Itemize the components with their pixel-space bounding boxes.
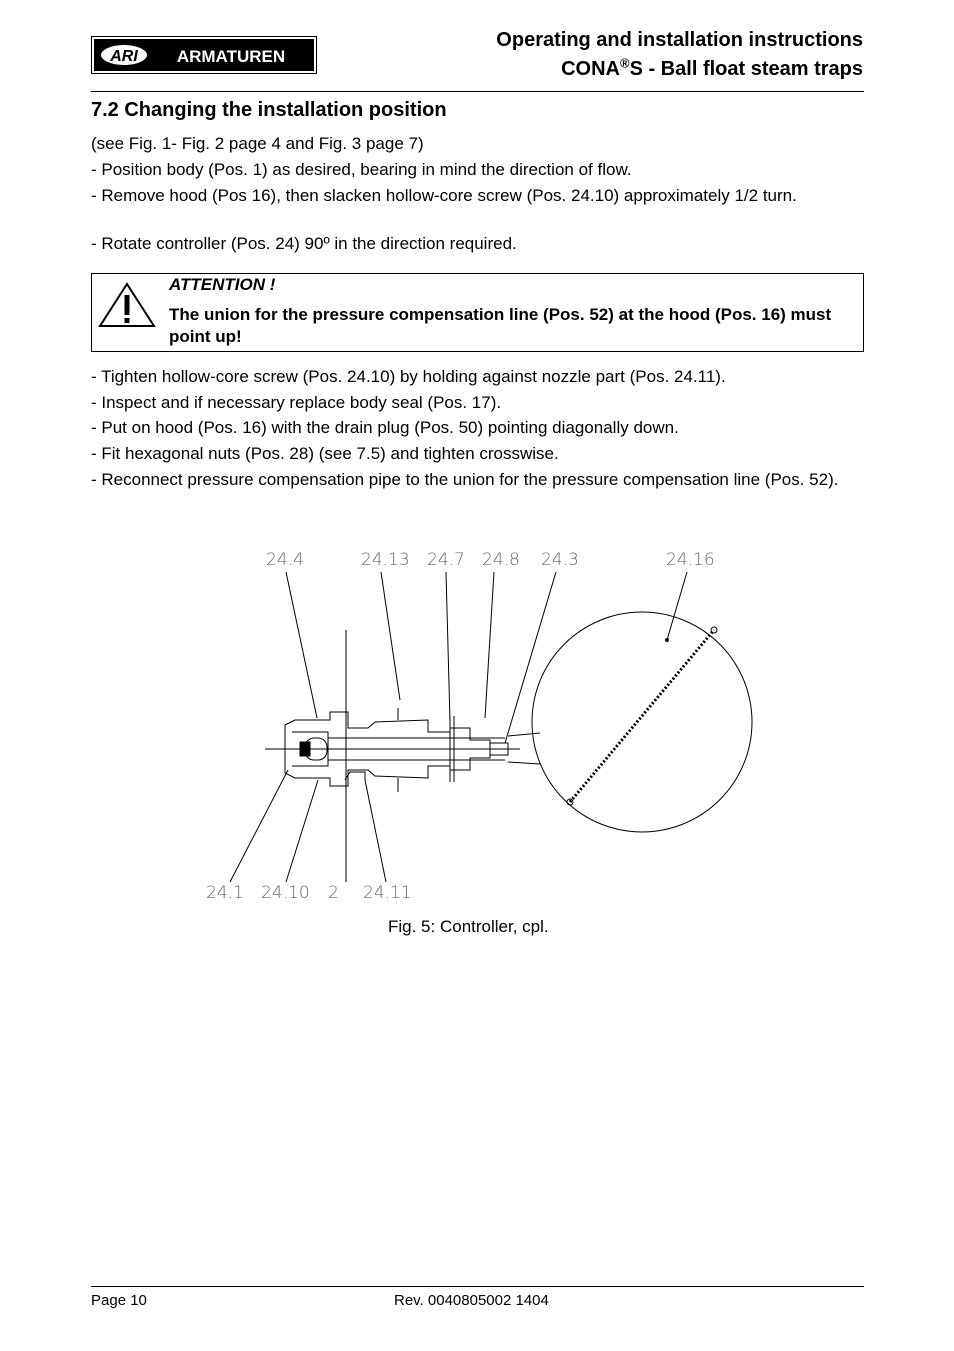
intro-text: (see Fig. 1- Fig. 2 page 4 and Fig. 3 page 7) <box>91 134 424 153</box>
footer-divider <box>91 1286 864 1287</box>
label-24-7: 24.7 <box>427 550 465 570</box>
label-24-1: 24.1 <box>206 883 244 903</box>
step-item: - Put on hood (Pos. 16) with the drain plug (Pos. 50) pointing diagonally down. <box>91 418 679 437</box>
step-item: - Rotate controller (Pos. 24) 90º in the direction required. <box>91 234 517 253</box>
controller-drawing <box>200 540 780 910</box>
label-24-8: 24.8 <box>482 550 520 570</box>
label-24-16: 24.16 <box>666 550 715 570</box>
step-item: - Remove hood (Pos 16), then slacken hollow-core screw (Pos. 24.10) approximately 1/2 turn. <box>91 186 797 205</box>
header-divider <box>91 91 864 92</box>
label-24-4: 24.4 <box>266 550 304 570</box>
ari-armaturen-logo <box>91 36 317 74</box>
label-2: 2 <box>328 883 339 903</box>
step-item: - Tighten hollow-core screw (Pos. 24.10) by holding against nozzle part (Pos. 24.11). <box>91 367 726 386</box>
svg-text:ARI: ARI <box>110 48 138 65</box>
label-24-13: 24.13 <box>361 550 410 570</box>
warning-triangle-icon <box>97 281 157 334</box>
step-item: - Inspect and if necessary replace body seal (Pos. 17). <box>91 393 502 412</box>
revision-number: Rev. 0040805002 1404 <box>394 1292 549 1309</box>
step-item: - Reconnect pressure compensation pipe to the union for the pressure compensation line (Pos. 52). <box>91 470 839 489</box>
title-line-1: Operating and installation instructions <box>496 29 863 51</box>
figure-caption: Fig. 5: Controller, cpl. <box>388 917 549 936</box>
title-line-2: CONA®S - Ball float steam traps <box>561 55 863 80</box>
attention-title: ATTENTION ! <box>169 275 276 294</box>
attention-box <box>91 273 864 352</box>
attention-text: The union for the pressure compensation line (Pos. 52) at the hood (Pos. 16) must point up! <box>169 305 832 346</box>
document-title <box>496 26 863 84</box>
section-heading: 7.2 Changing the installation position <box>91 99 447 121</box>
label-24-10: 24.10 <box>261 883 310 903</box>
svg-text:ARMATUREN: ARMATUREN <box>176 47 286 66</box>
label-24-3: 24.3 <box>541 550 579 570</box>
step-item: - Position body (Pos. 1) as desired, bearing in mind the direction of flow. <box>91 160 632 179</box>
page-number: Page 10 <box>91 1292 147 1309</box>
label-24-11: 24.11 <box>363 883 412 903</box>
step-item: - Fit hexagonal nuts (Pos. 28) (see 7.5) and tighten crosswise. <box>91 444 559 463</box>
